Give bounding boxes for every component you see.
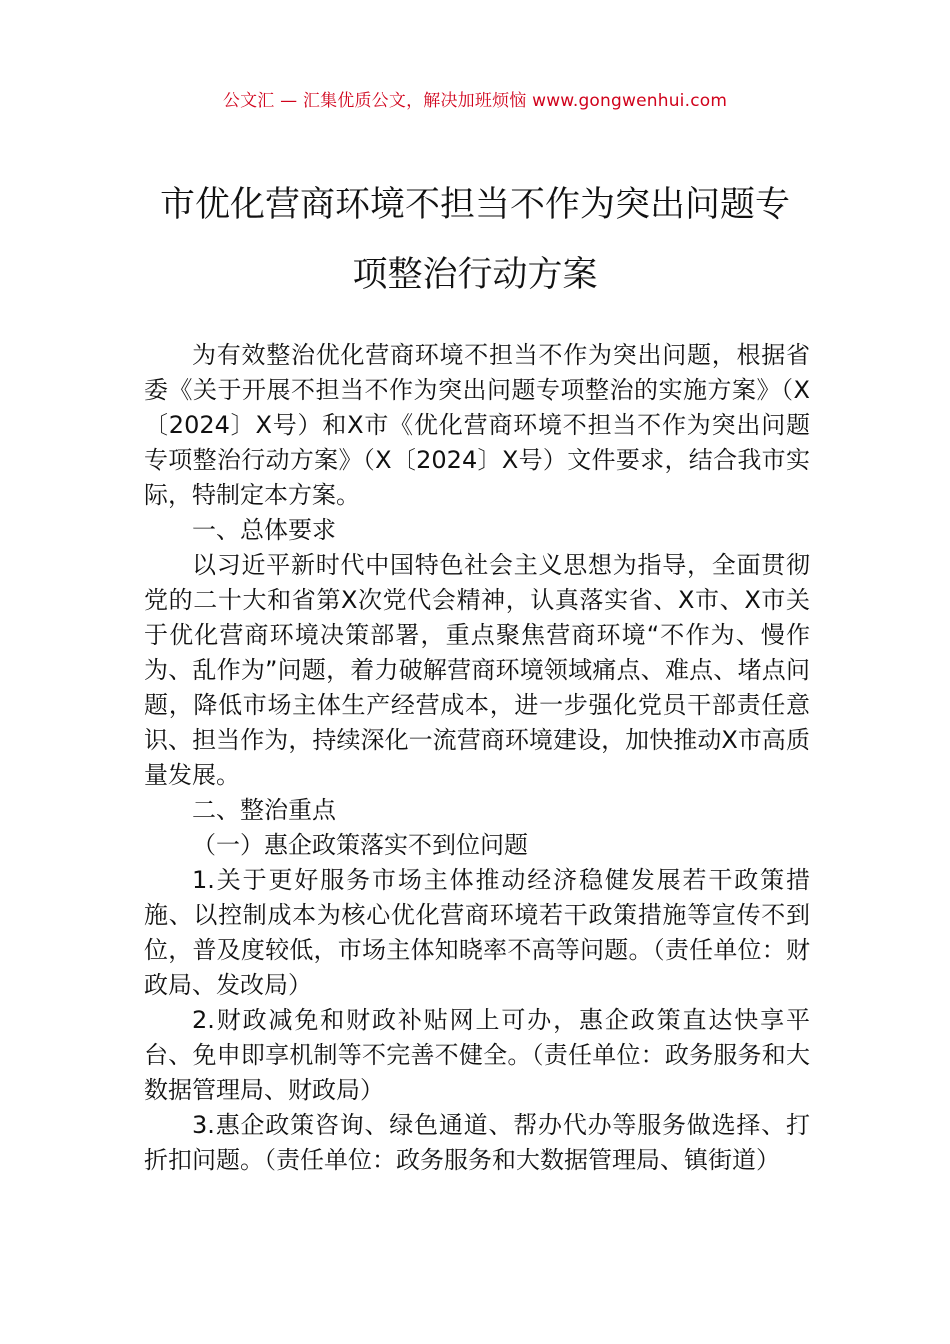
title-line-1: 市优化营商环境不担当不作为突出问题专 [159, 185, 790, 225]
paragraph-guiding-principle: 以习近平新时代中国特色社会主义思想为指导，全面贯彻党的二十大和省第X次党代会精神，认真落实省、X市、X市关于优化营商环境决策部署，重点聚焦营商环境“不作为、慢作为、乱作为”问题，着力破解营商环境领域痛点、难点、堵点问题，降低市场主体生产经营成本，进一步强化党员干部责任意识、担当作为，持续深化一流营商环境建设，加快推动X市高质量发展。 [144, 551, 810, 789]
list-item-1: 1.关于更好服务市场主体推动经济稳健发展若干政策措施、以控制成本为核心优化营商环境若干政策措施等宣传不到位，普及度较低，市场主体知晓率不高等问题。（责任单位：财政局、发改局） [144, 866, 810, 999]
list-item-3: 3.惠企政策咨询、绿色通道、帮办代办等服务做选择、打折扣问题。（责任单位：政务服务和大数据管理局、镇街道） [144, 1111, 810, 1174]
subsection-heading-policy-implementation: （一）惠企政策落实不到位问题 [192, 831, 528, 859]
list-item-2: 2.财政减免和财政补贴网上可办，惠企政策直达快享平台、免申即享机制等不完善不健全。（责任单位：政务服务和大数据管理局、财政局） [144, 1006, 810, 1104]
title-line-2: 项整治行动方案 [352, 255, 598, 295]
section-heading-key-issues: 二、整治重点 [192, 796, 336, 824]
paragraph-intro: 为有效整治优化营商环境不担当不作为突出问题，根据省委《关于开展不担当不作为突出问题专项整治的实施方案》（X〔2024〕X号）和X市《优化营商环境不担当不作为突出问题专项整治行动方案》（X〔2024〕X号）文件要求，结合我市实际，特制定本方案。 [144, 341, 810, 509]
document-body [144, 338, 810, 1178]
section-heading-overall-requirements: 一、总体要求 [192, 516, 336, 544]
header-banner: 公文汇 — 汇集优质公文，解决加班烦恼 www.gongwenhui.com [222, 91, 728, 111]
document-title [130, 170, 820, 310]
